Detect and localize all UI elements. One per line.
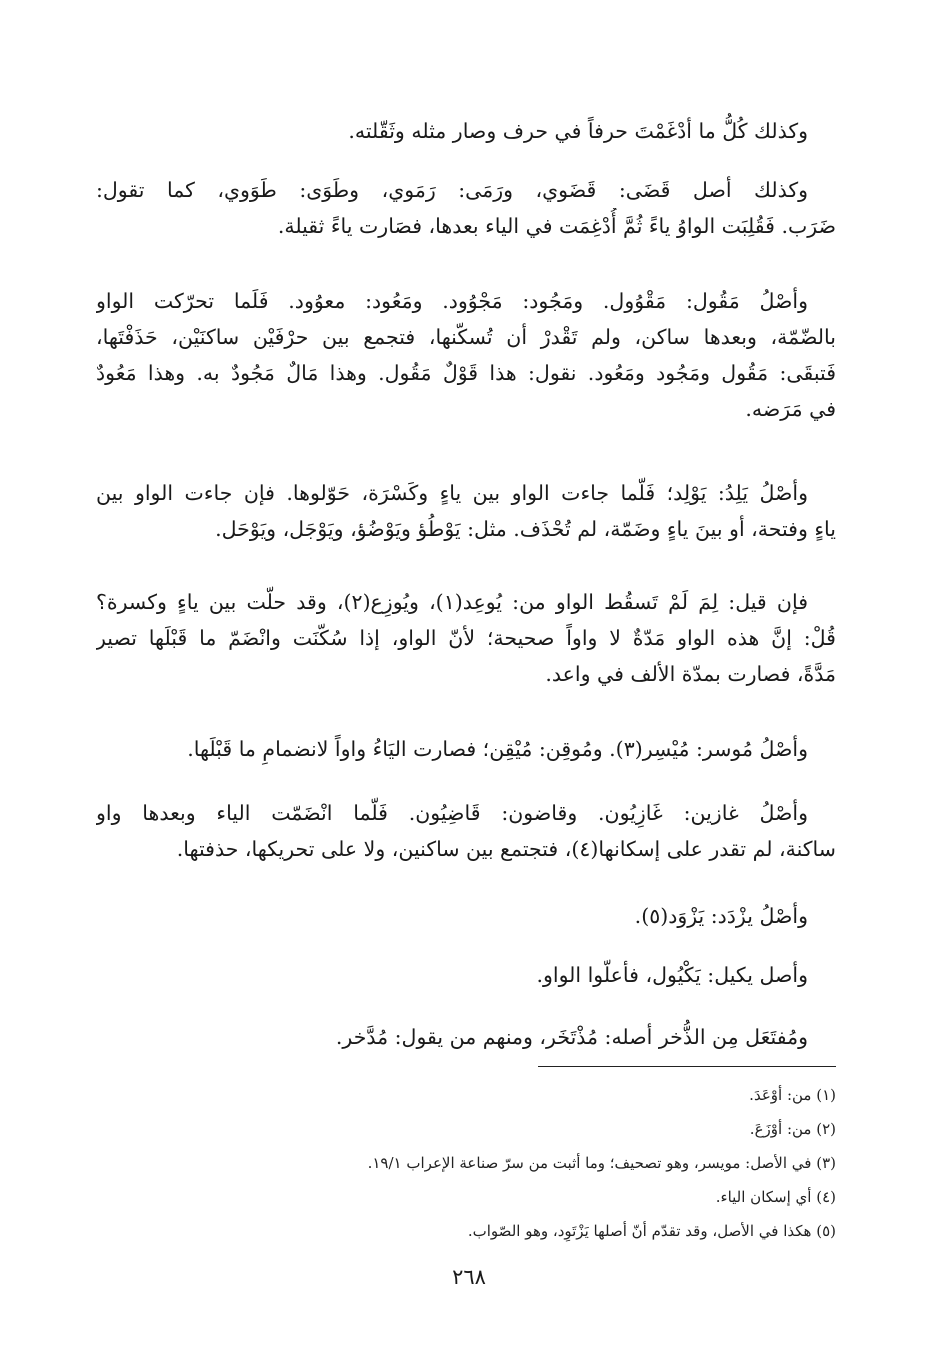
text-line: وأصْلُ مَقُول: مَقْوُول. ومَجُود: مَجْوُود. ومَعُود: معوُود. فَلَما تحرّكت الواو [96, 289, 808, 313]
text-line: بالضّمّة، وبعدها ساكن، ولم تَقْدرْ أن تُسكّنها، فتجمع بين حرْفَيْن ساكنَيْن، حَذَفْتَها، [96, 325, 836, 349]
footnote-5: (٥) هكذا في الأصل، وقد تقدّم أنّ أصلها يَزْتَوِد، وهو الصّواب. [467, 1222, 836, 1240]
paragraph-9 [96, 957, 836, 993]
text-line: وأصْلُ يَلِدُ: يَوْلِد؛ فَلّما جاءت الواو بين ياءٍ وكَسْرَة، حَوّلوها. فإن جاءت الواو بين [96, 481, 808, 505]
paragraph-8 [96, 898, 836, 934]
paragraph-7 [96, 795, 836, 867]
text-line: ساكنة، لم تقدر على إسكانها(٤)، فتجتمع بين ساكنين، ولا على تحريكها، حذفتها. [176, 837, 836, 861]
text-line: مَدَّةً، فصارت بمدّة الألف في واعد. [545, 662, 836, 686]
text-line: وأصْلُ مُوسر: مُيْسِر(٣). ومُوقِن: مُيْقِن؛ فصارت اليَاءُ واواً لانضمامِ ما قَبْلَها. [187, 737, 808, 761]
text-line: ضَرَب. فَقُلِبَت الواوُ ياءً ثُمَّ أُدْغِمَت في الياء بعدها، فصَارت ياءً ثقيلة. [277, 214, 836, 238]
paragraph-3 [96, 283, 836, 427]
footnote-4: (٤) أي إسكان الياء. [715, 1188, 836, 1206]
footnote-1: (١) من: أوْعَدَ. [749, 1086, 836, 1104]
text-line: قُلْ: إنَّ هذه الواو مَدّةٌ لا واواً صحيحة؛ لأنّ الواو، إذا سُكّنَت وانْضَمّ ما قَبْلَها تصير [96, 626, 836, 650]
paragraph-1 [96, 113, 836, 149]
footnote-3: (٣) في الأصل: مويسر، وهو تصحيف؛ وما أثبت من سرّ صناعة الإعراب ١٩/١. [367, 1154, 836, 1172]
text-line: وأصْلُ يزْدَد: يَزْوَد(٥). [634, 904, 808, 928]
paragraph-6 [96, 731, 836, 767]
text-line: ومُفتَعَل مِن الذُّخر أصله: مُذْتَخَر، ومنهم من يقول: مُدَّخر. [335, 1025, 808, 1049]
paragraph-10 [96, 1019, 836, 1055]
text-line: وأصْلُ غازين: غَازِيُون. وقاضون: قَاضِيُون. فَلّما انْضَمّت الياء وبعدها واو [96, 801, 808, 825]
text-line: فَتبقَى: مَقُول ومَجُود ومَعُود. نقول: هذا قَوْلٌ مَقُول. وهذا مَالٌ مَجُودٌ به. وهذا مَعُودٌ [96, 361, 836, 385]
footnote-2: (٢) من: أوْزَعَ. [749, 1120, 836, 1138]
text-line: وكذلك كُلُّ ما أدْغَمْتَ حرفاً في حرف وصار مثله وثَقّلته. [348, 119, 808, 143]
text-line: وكذلك أصل قَضَى: قَضَوي، ورَمَى: رَمَوي، وطَوَى: طَوَوي، كما تقول: [96, 178, 808, 202]
footnote-separator [538, 1066, 836, 1067]
paragraph-4 [96, 475, 836, 547]
text-line: في مَرَضه. [745, 397, 836, 421]
text-line: وأصل يكيل: يَكْيُول، فأعلّوا الواو. [536, 963, 808, 987]
page-number: ٢٦٨ [452, 1265, 486, 1289]
paragraph-2 [96, 172, 836, 244]
text-line: ياءٍ وفتحة، أو بينَ ياءٍ وضَمّة، لم تُحْذَف. مثل: يَوْطُؤ ويَوْضُؤ، ويَوْجَل، ويَوْحَل. [215, 517, 836, 541]
paragraph-5 [96, 584, 836, 692]
text-line: فإن قيل: لِمَ لَمْ تَسقُط الواو من: يُوعِد(١)، ويُوزِع(٢)، وقد حلّت بين ياءٍ وكسرة؟ [96, 590, 808, 614]
